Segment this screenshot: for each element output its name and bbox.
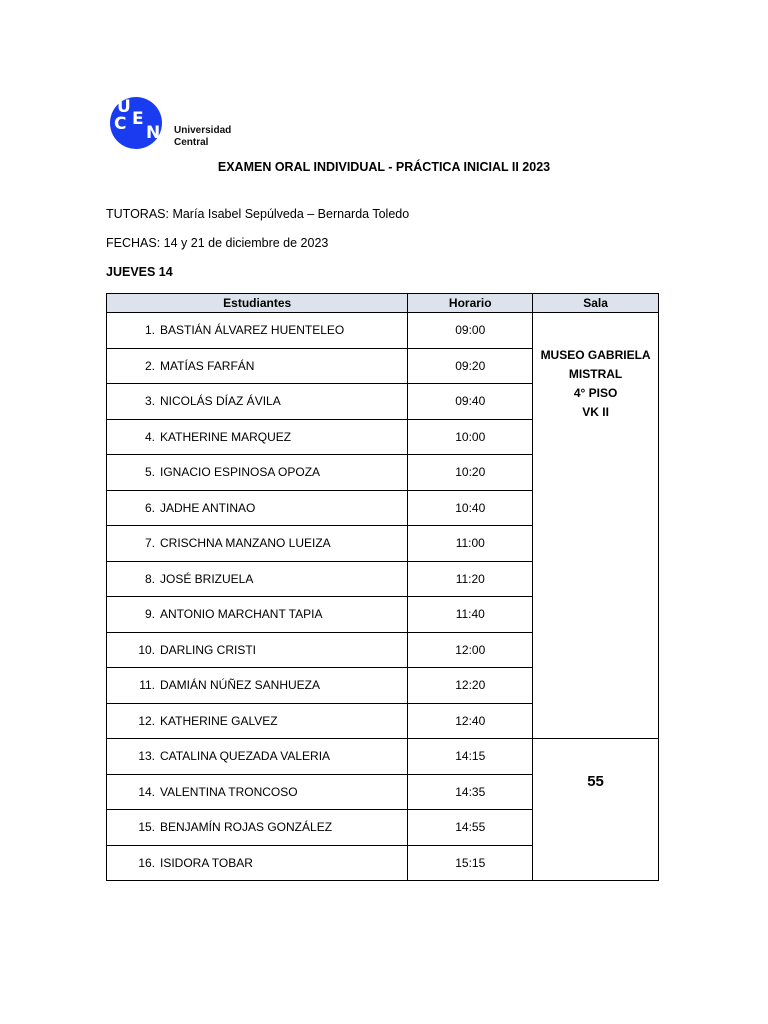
student-cell xyxy=(107,703,408,739)
student-cell xyxy=(107,561,408,597)
time-cell: 14:35 xyxy=(408,774,533,810)
student-cell xyxy=(107,455,408,491)
student-name: BASTIÁN ÁLVAREZ HUENTELEO xyxy=(160,323,345,338)
student-name: BENJAMÍN ROJAS GONZÁLEZ xyxy=(160,820,333,835)
row-number: 1. xyxy=(144,323,155,338)
student-name: NICOLÁS DÍAZ ÁVILA xyxy=(160,394,281,409)
room-cell-museo xyxy=(533,313,659,739)
row-number: 13. xyxy=(138,749,155,764)
student-name: ISIDORA TOBAR xyxy=(160,855,253,870)
student-cell xyxy=(107,739,408,775)
row-number: 2. xyxy=(144,358,155,373)
room-line: 4° PISO xyxy=(573,386,618,400)
student-cell xyxy=(107,774,408,810)
student-name: ANTONIO MARCHANT TAPIA xyxy=(160,607,323,622)
logo-name-line2: Central xyxy=(174,137,209,148)
student-cell xyxy=(107,490,408,526)
header-room: Sala xyxy=(533,294,659,313)
row-number: 16. xyxy=(138,855,155,870)
tutors-line: TUTORAS: María Isabel Sepúlveda – Bernarda Toledo xyxy=(106,207,410,221)
logo-letter-e: E xyxy=(132,109,144,129)
row-number: 8. xyxy=(144,571,155,586)
time-cell: 15:15 xyxy=(408,845,533,881)
dates-line: FECHAS: 14 y 21 de diciembre de 2023 xyxy=(106,236,329,250)
student-name: KATHERINE MARQUEZ xyxy=(160,429,292,444)
row-number: 14. xyxy=(138,784,155,799)
header-students: Estudiantes xyxy=(107,294,408,313)
time-cell: 09:40 xyxy=(408,384,533,420)
row-number: 15. xyxy=(138,820,155,835)
room-line: VK II xyxy=(582,405,609,419)
room-line: MISTRAL xyxy=(568,367,623,381)
student-cell xyxy=(107,668,408,704)
time-cell: 11:20 xyxy=(408,561,533,597)
time-cell: 10:40 xyxy=(408,490,533,526)
table-row xyxy=(107,739,659,775)
logo-letter-n: N xyxy=(146,123,161,143)
time-cell: 10:00 xyxy=(408,419,533,455)
time-cell: 12:40 xyxy=(408,703,533,739)
row-number: 11. xyxy=(139,678,155,693)
schedule-body xyxy=(107,313,659,881)
time-cell: 14:15 xyxy=(408,739,533,775)
table-header-row xyxy=(107,294,659,313)
row-number: 4. xyxy=(144,429,155,444)
time-cell: 11:40 xyxy=(408,597,533,633)
student-cell xyxy=(107,845,408,881)
student-cell xyxy=(107,597,408,633)
student-name: MATÍAS FARFÁN xyxy=(160,358,255,373)
row-number: 6. xyxy=(144,500,155,515)
university-logo xyxy=(110,97,240,149)
time-cell: 10:20 xyxy=(408,455,533,491)
logo-circle xyxy=(110,97,162,149)
student-name: VALENTINA TRONCOSO xyxy=(160,784,298,799)
day-heading: JUEVES 14 xyxy=(106,265,173,279)
logo-letter-c: C xyxy=(114,114,127,134)
time-cell: 12:20 xyxy=(408,668,533,704)
student-cell xyxy=(107,632,408,668)
schedule-table xyxy=(106,293,659,881)
student-cell xyxy=(107,348,408,384)
student-name: KATHERINE GALVEZ xyxy=(160,713,278,728)
room-cell-55 xyxy=(533,739,659,881)
table-row xyxy=(107,313,659,349)
logo-letter-u: U xyxy=(117,97,131,117)
student-cell xyxy=(107,313,408,349)
logo-name-line1: Universidad xyxy=(174,125,232,136)
row-number: 9. xyxy=(144,607,155,622)
time-cell: 14:55 xyxy=(408,810,533,846)
student-cell xyxy=(107,810,408,846)
row-number: 5. xyxy=(144,465,155,480)
time-cell: 11:00 xyxy=(408,526,533,562)
time-cell: 12:00 xyxy=(408,632,533,668)
student-name: JOSÉ BRIZUELA xyxy=(160,571,254,586)
row-number: 3. xyxy=(144,394,155,409)
student-cell xyxy=(107,384,408,420)
student-cell xyxy=(107,526,408,562)
row-number: 10. xyxy=(138,642,155,657)
student-name: CRISCHNA MANZANO LUEIZA xyxy=(160,536,331,551)
logo-wordmark xyxy=(174,125,231,149)
time-cell: 09:20 xyxy=(408,348,533,384)
room-number: 55 xyxy=(587,773,604,790)
student-name: CATALINA QUEZADA VALERIA xyxy=(160,749,331,764)
row-number: 12. xyxy=(138,713,155,728)
time-cell: 09:00 xyxy=(408,313,533,349)
student-cell xyxy=(107,419,408,455)
student-name: IGNACIO ESPINOSA OPOZA xyxy=(160,465,321,480)
header-time: Horario xyxy=(408,294,533,313)
document-title: EXAMEN ORAL INDIVIDUAL - PRÁCTICA INICIAL II 2023 xyxy=(217,160,551,174)
student-name: DARLING CRISTI xyxy=(160,642,257,657)
row-number: 7. xyxy=(144,536,155,551)
student-name: JADHE ANTINAO xyxy=(160,500,256,515)
room-line: MUSEO GABRIELA xyxy=(540,348,651,362)
student-name: DAMIÁN NÚÑEZ SANHUEZA xyxy=(160,678,321,693)
